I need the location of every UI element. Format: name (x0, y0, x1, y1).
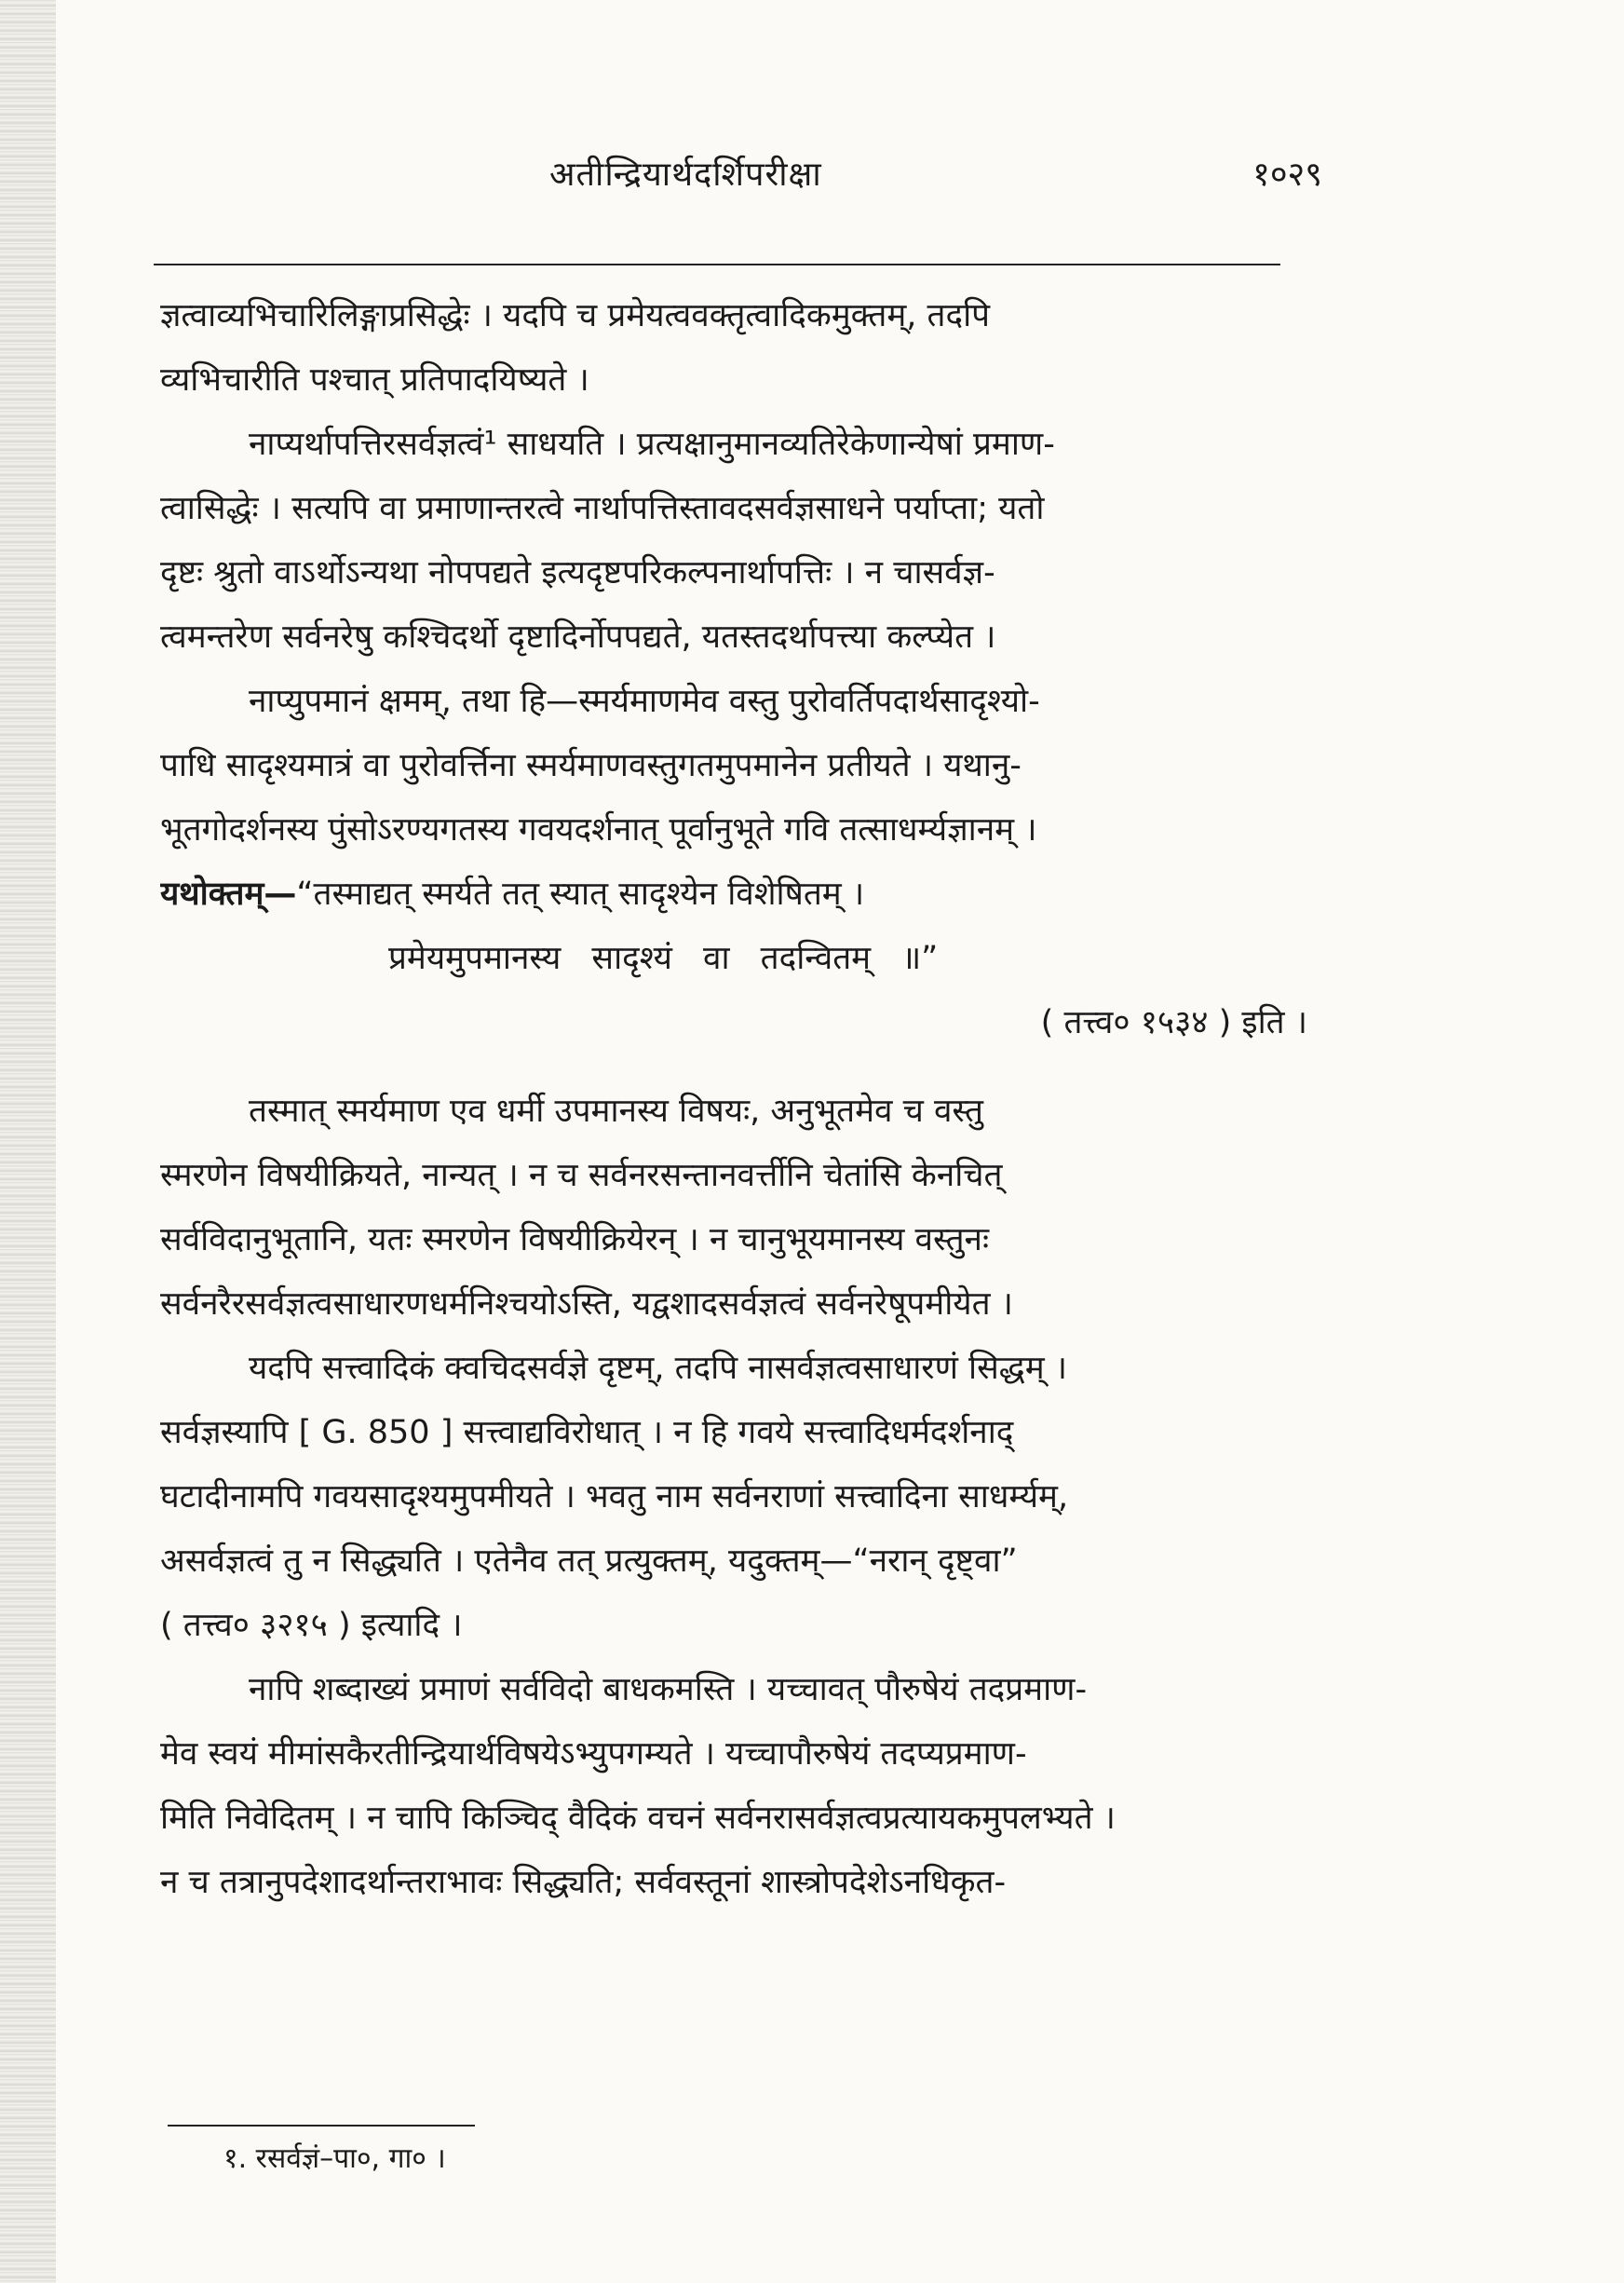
paragraph-2 (160, 413, 1315, 477)
main-text (160, 284, 1315, 1915)
paragraph-1 (160, 284, 1315, 413)
paragraph-6 (160, 1658, 1315, 1722)
text-line: नापि शब्दाख्यं प्रमाणं सर्वविदो बाधकमस्ति । यच्चावत् पौरुषेयं तदप्रमाण- (249, 1671, 1088, 1708)
verse-line-2: प्रमेयमुपमानस्य सादृश्यं वा तदन्वितम् ॥” (388, 940, 939, 977)
text-line: सर्वनरैरसर्वज्ञत्वसाधारणधर्मनिश्चयोऽस्ति, यद्वशादसर्वज्ञत्वं सर्वनरेषूपमीयेत । (160, 1285, 1013, 1323)
text-line: ज्ञत्वाव्यभिचारिलिङ्गाप्रसिद्धेः । यदपि च प्रमेयत्ववक्तृत्वादिकमुक्तम्, तदपि (160, 297, 991, 334)
paragraph-5-cont (160, 1401, 1315, 1658)
text-line: व्यभिचारीति पश्चात् प्रतिपादयिष्यते । (160, 361, 589, 399)
paragraph-4-cont (160, 1144, 1315, 1337)
footnote: १. रसर्वज्ञं–पा०, गा० । (223, 2142, 446, 2175)
text-line: तस्मात् स्मर्यमाण एव धर्मी उपमानस्य विषयः, अनुभूतमेव च वस्तु (249, 1093, 984, 1130)
header-rule (154, 264, 1280, 265)
paragraph-2-cont (160, 477, 1315, 670)
paragraph-6-cont (160, 1722, 1315, 1915)
text-line: असर्वज्ञत्वं तु न सिद्ध्यति । एतेनैव तत् प्रत्युक्तम्, यदुक्तम्—“नरान् दृष्ट्वा” (160, 1542, 1018, 1580)
quoted-verse (160, 863, 1315, 1055)
verse-first-line (160, 863, 1315, 927)
verse-citation: ( तत्त्व० १५३४ ) इति । (1040, 1004, 1307, 1041)
text-line: यदपि सत्त्वादिकं क्वचिदसर्वज्ञे दृष्टम्, तदपि नासर्वज्ञत्वसाधारणं सिद्धम् । (249, 1350, 1068, 1387)
paragraph-4 (160, 1080, 1315, 1144)
text-line: ( तत्त्व० ३२१५ ) इत्यादि । (160, 1607, 463, 1644)
running-title: अतीन्द्रियार्थदर्शिपरीक्षा (549, 156, 822, 194)
text-line: स्मरणेन विषयीक्रियते, नान्यत् । न च सर्वनरसन्तानवर्त्तीनि चेतांसि केनचित् (160, 1157, 1003, 1194)
text-line: भूतगोदर्शनस्य पुंसोऽरण्यगतस्य गवयदर्शनात् पूर्वानुभूते गवि तत्साधर्म्यज्ञानम् । (160, 811, 1037, 849)
text-line: पाधि सादृश्यमात्रं वा पुरोवर्त्तिना स्मर्यमाणवस्तुगतमुपमानेन प्रतीयते । यथानु- (160, 747, 1022, 784)
text-line: त्वमन्तरेण सर्वनरेषु कश्चिदर्थो दृष्टादिर्नोपपद्यते, यतस्तदर्थापत्त्या कल्प्येत । (160, 618, 996, 656)
paragraph-5 (160, 1337, 1315, 1401)
quote-intro: यथोक्तम्— (160, 876, 297, 913)
text-line: नाप्यर्थापत्तिरसर्वज्ञत्वं¹ साधयति । प्रत्यक्षानुमानव्यतिरेकेणान्येषां प्रमाण- (249, 426, 1055, 463)
text-line: मिति निवेदितम् । न चापि किञ्चिद् वैदिकं वचनं सर्वनरासर्वज्ञत्वप्रत्यायकमुपलभ्यते । (160, 1800, 1116, 1837)
page-number: १०२९ (1252, 156, 1322, 194)
footnote-rule (168, 2125, 475, 2127)
text-line: नाप्युपमानं क्षमम्, तथा हि—स्मर्यमाणमेव वस्तु पुरोवर्तिपदार्थसादृश्यो- (249, 683, 1040, 720)
paragraph-3 (160, 670, 1315, 734)
paragraph-3-cont (160, 734, 1315, 863)
text-line: सर्वज्ञस्यापि [ G. 850 ] सत्त्वाद्यविरोधात् । न हि गवये सत्त्वादिधर्मदर्शनाद् (160, 1414, 1014, 1451)
verse-line-1: “तस्माद्यत् स्मर्यते तत् स्यात् सादृश्येन विशेषितम् । (296, 876, 865, 913)
text-line: मेव स्वयं मीमांसकैरतीन्द्रियार्थविषयेऽभ्युपगम्यते । यच्चापौरुषेयं तदप्यप्रमाण- (160, 1735, 1027, 1773)
text-line: घटादीनामपि गवयसादृश्यमुपमीयते । भवतु नाम सर्वनराणां सत्त्वादिना साधर्म्यम्, (160, 1478, 1069, 1515)
text-line: सर्वविदानुभूतानि, यतः स्मरणेन विषयीक्रियेरन् । न चानुभूयमानस्य वस्तुनः (160, 1221, 990, 1258)
text-line: दृष्टः श्रुतो वाऽर्थोऽन्यथा नोपपद्यते इत्यदृष्टपरिकल्पनार्थापत्तिः । न चासर्वज्ञ- (160, 554, 995, 591)
text-line: त्वासिद्धेः । सत्यपि वा प्रमाणान्तरत्वे नार्थापत्तिस्तावदसर्वज्ञसाधने पर्याप्ता; यतो (160, 490, 1045, 527)
running-head (149, 149, 1322, 205)
text-line: न च तत्रानुपदेशादर्थान्तराभावः सिद्ध्यति; सर्ववस्तूनां शास्त्रोपदेशेऽनधिकृत- (160, 1864, 1007, 1901)
